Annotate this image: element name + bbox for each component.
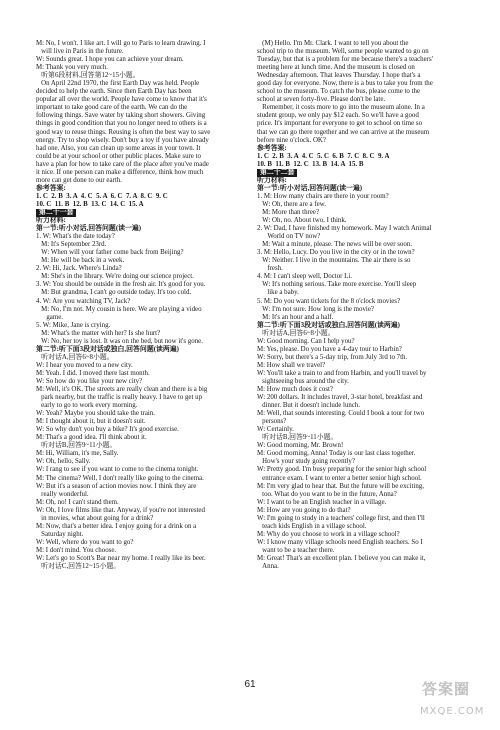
bold-text-block: 第一节:听小对话,回答问题(读一遍): [257, 184, 363, 192]
section-heading: [257, 169, 467, 177]
text-block: Remember, it costs more to go into the museum alone. In a student group, we only pay $12 each. So we'll have a good price. It's important for everyone to get to school on time so that we can go there together and we can arrive at the museum before nine o'clock. OK?: [257, 104, 430, 144]
section-heading-label: 第二十一套: [36, 209, 76, 217]
text-block: M: Thank you very much.: [36, 64, 109, 72]
text-block: 听对话A,回答6~8小题。 W: Good morning. Can I help you? M: Yes, please. Do you have a 4-day tour to Harbin? W: Sorry, but there's a 5-day trip, from July 3rd to 7th. M: How shall we travel? W: You'll take a train to and from Harbin, and you'll travel by sightseeing bus around the city. M: How much does it cost? W: 200 dollars. It includes travel, 3-star hotel, breakfast and dinner. But it doesn't include lunch. M: Well, that sounds interesting. Could I book a tour for two persons? W: Certainly. 听对话B,回答9~11小题。 W: Good morning, Mr. Brown! M: Good morning, Anna! Today is our last class together. How's your study going recently? W: Pretty good. I'm busy preparing for the senior high school entrance exam. I want to enter a better senior high school. M: I'm very glad to hear that. But the future will be exciting, too. What do you want to be in the future, Anna? W: I want to be an English teacher in a village. M: How are you going to do that? W: I'm going to study in a teachers' college first, and then I'll teach kids English in a village school. M: Why do you choose to work in a village school? W: I know many village schools need English teachers. So I want to be a teacher there. M: Great! That's an excellent plan. I believe you can make it, Anna.: [257, 329, 427, 571]
text-block: 1. W: What's the date today? M: It's September 23rd. W: When will your father come back from Beijing? M: He will be back in a week. 2. W: Hi, Jack. Where's Linda? M: She's in the library. We're doing our science project. 3. W: You should be outside in the fresh air. It's good for you. M: But grandma, I can't go outside today. It's too cold. 4. W: Are you watching TV, Jack? M: No, I'm not. My cousin is here. We are playing a video game. 5. W: Mike, Jane is crying. M: What's the matter with her? Is she hurt? W: No, her toy is lost. It was on the bed, but now it's gone.: [36, 233, 206, 345]
text-block: On April 22nd 1970, the first Earth Day was held. People decided to help the earth. Since then Earth Day has been popular all over the world. People have come to know that it's important to take good care of the earth. We can do the following things. Save water by taking short showers. Giving things in good condition that you no longer need to others is a good way to reuse things. Reusing is often the best way to save energy. Try to shop wisely. Don't buy a toy if you have already had one. Also, you can clean up some areas in your town. It could be at your school or other public places. Make sure to have a plan for how to take care of the place after you've made it nice. If one person can make a difference, think how much more can get done to our earth.: [36, 80, 211, 184]
section-heading-label: 第二十二套: [257, 169, 297, 177]
text-block: M: No, I won't. I like art. I will go to Paris to learn drawing. I will live in Paris in the future.: [36, 40, 206, 56]
bold-text-block: 参考答案:: [257, 144, 287, 152]
bold-text-block: 第二节:听下面3段对话或独白,回答问题(读两遍): [36, 345, 179, 353]
bold-text-block: 参考答案:: [36, 184, 66, 192]
watermark-url: MXQE.COM: [420, 706, 485, 717]
text-block: 听对话A,回答6~8小题。 W: I hear you moved to a new city. M: Yeah. I did. I moved there last month. W: So how do you like your new city? M: Well, it's OK. The streets are really clean and there is a big park nearby, but the traffic is really heavy. I have to get up early to go to work every morning. W: Yeah? Maybe you should take the train. M: I thought about it, but it doesn't suit. W: So why don't you buy a bike? It's good exercise. M: That's a good idea. I'll think about it. 听对话B,回答9~11小题。 M: Hi, William, it's me, Sally. W: Oh, hello, Sally. W: I rang to see if you want to come to the cinema tonight. M: The cinema? Well, I don't really like going to the cinema. W: But it's a season of action movies now. I think they are really wonderful. M: Oh, no! I can't stand them. W: Oh, I love films like that. Anyway, if you're not interested in movies, what about going for a drink? M: Now, that's a better idea. I enjoy going for a drink on a Saturday night. W: Well, where do you want to go? M: I don't mind. You choose. W: Let's go to Scott's Bar near my home. I really like its beer. 听对话C,回答12~15小题。: [36, 353, 208, 571]
text-block: 听第6段材料,回答第12~15小题。: [36, 72, 140, 80]
watermark-logo: [418, 676, 490, 724]
bold-text-block: 听力材料:: [36, 217, 66, 225]
right-column: [257, 40, 467, 571]
bold-text-block: 听力材料:: [257, 176, 287, 184]
bold-text-block: 1. C 2. B 3. A 4. C 5. A 6. C 7. A 8. C 9. C 10. C 11. B 12. B 13. C 14. C 15. A: [36, 192, 168, 208]
page-number: 61: [244, 679, 256, 690]
bold-text-block: 第二节:听下面3段对话或独白,回答问题(读两遍): [257, 321, 400, 329]
watermark-text: 答案圈: [422, 680, 471, 698]
text-block: (M) Hello. I'm Mr. Clark. I want to tell you about the school trip to the museum. Well, some people wanted to go on Tuesday, but that is a problem for me because there's a teachers' meeting here at lunch time. And the museum is closed on Wednesday afternoon. That leaves Thursday. I hope that's a good day for everyone. Now, there is a bus to take you from the school to the museum. To catch the bus, please come to the school at seven forty-five. Please don't be late.: [257, 40, 433, 104]
left-column: [36, 40, 246, 571]
section-heading: [36, 209, 246, 217]
text-block: W: Sounds great. I hope you can achieve your dream.: [36, 56, 184, 64]
bold-text-block: 1. C 2. B 3. A 4. C 5. C 6. B 7. C 8. C 9. A 10. B 11. B 12. C 13. B 14. A 15. B: [257, 152, 390, 168]
bold-text-block: 第一节:听小对话,回答问题(读一遍): [36, 225, 142, 233]
text-block: 1. M: How many chairs are there in your room? W: Oh, there are a few. M: More than three? W: Oh, no. About two, I think. 2. W: Dad, I have finished my homework. May I watch Animal World on TV now? M: Wait a minute, please. The news will be over soon. 3. M: Hello, Lucy. Do you live in the city or in the town? W: Neither. I live in the mountains. The air there is so fresh. 4. M: I can't sleep well, Doctor Li. W: It's nothing serious. Take more exercise. You'll sleep like a baby. 5. M: Do you want tickets for the 8 o'clock movies? W: I'm not sure. How long is the movie? M: It's an hour and a half.: [257, 192, 432, 321]
